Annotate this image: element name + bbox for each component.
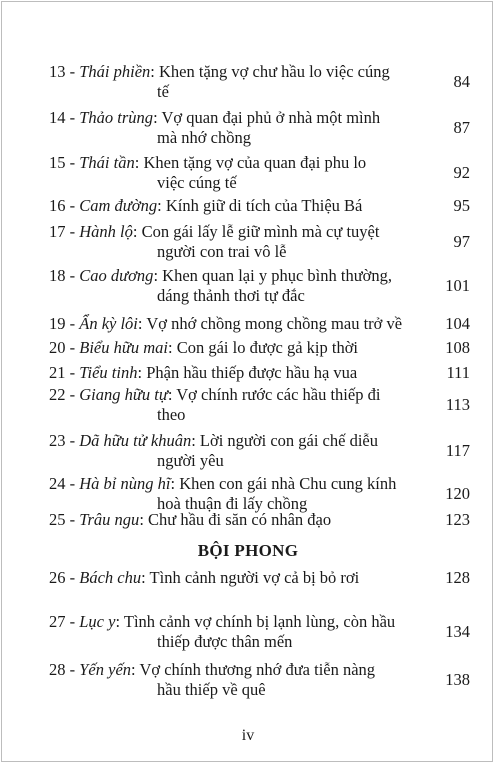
entry-title: Dã hữu tử khuân (79, 431, 192, 450)
entry-title: Cao dương (79, 266, 154, 285)
entry-number: 25 (49, 510, 66, 529)
entry-line-1: 20 - Biểu hữu mai: Con gái lo được gả kịp thời (49, 338, 359, 357)
entry-number: 23 (49, 431, 66, 450)
entry-number: 22 (49, 385, 66, 404)
entry-line-1: 28 - Yến yến: Vợ chính thương nhớ đưa tiễn nàng (49, 660, 376, 679)
entry-description: Khen quan lại y phục bình thường, (162, 266, 392, 285)
page-ref: 108 (445, 338, 470, 357)
entry-line-1: 18 - Cao dương: Khen quan lại y phục bình thường, (49, 266, 392, 285)
entry-line-1: 15 - Thái tần: Khen tặng vợ của quan đại phu lo (49, 153, 367, 172)
entry-title: Ẩn kỳ lôi (79, 314, 138, 333)
page-ref: 84 (453, 72, 470, 91)
entry-title: Trâu ngu (79, 510, 140, 529)
entry-description: Con gái lo được gả kịp thời (176, 338, 359, 357)
entry-description: Con gái lấy lễ giữ mình mà cự tuyệt (141, 222, 380, 241)
entry-line-1: 14 - Thảo trùng: Vợ quan đại phủ ở nhà một mình (49, 108, 381, 127)
entry-number: 16 (49, 196, 66, 215)
entry-number: 21 (49, 363, 66, 382)
entry-title: Thảo trùng (79, 108, 154, 127)
entry-line-1: 16 - Cam đường: Kính giữ di tích của Thiệu Bá (49, 196, 363, 215)
entry-title: Hà bỉ nùng hĩ (79, 474, 171, 493)
entry-description: Vợ chính rước các hầu thiếp đi (176, 385, 381, 404)
entry-description: Vợ nhớ chồng mong chồng mau trở về (146, 314, 403, 333)
page-ref: 117 (445, 441, 470, 460)
entry-line-2: hầu thiếp về quê (157, 680, 266, 699)
entry-line-2: người con trai vô lễ (157, 242, 287, 261)
entry-title: Tiểu tinh (79, 363, 138, 382)
entry-number: 28 (49, 660, 66, 679)
entry-title: Biểu hữu mai (79, 338, 168, 357)
entry-number: 20 (49, 338, 66, 357)
page-ref: 104 (445, 314, 470, 333)
entry-title: Lục y (79, 612, 116, 631)
page-ref: 120 (445, 484, 470, 503)
entry-line-1: 17 - Hành lộ: Con gái lấy lễ giữ mình mà cự tuyệt (49, 222, 380, 241)
entry-title: Hành lộ (79, 222, 133, 241)
page-ref: 111 (446, 363, 470, 382)
entry-number: 19 (49, 314, 66, 333)
entry-title: Thái tần (79, 153, 135, 172)
entry-line-1: 24 - Hà bỉ nùng hĩ: Khen con gái nhà Chu cung kính (49, 474, 397, 493)
entry-title: Bách chu (79, 568, 142, 587)
entry-number: 18 (49, 266, 66, 285)
section-heading: BỘI PHONG (197, 541, 299, 560)
page-ref: 97 (453, 232, 470, 251)
entry-line-2: dáng thảnh thơi tự đắc (157, 286, 305, 305)
entry-description: Khen tặng vợ của quan đại phu lo (143, 153, 367, 172)
entry-title: Giang hữu tự (79, 385, 168, 404)
entry-description: Phận hầu thiếp được hầu hạ vua (146, 363, 358, 382)
entry-description: Tình cảnh người vợ cả bị bỏ rơi (149, 568, 360, 587)
page-ref: 123 (445, 510, 470, 529)
page-ref: 134 (445, 622, 470, 641)
entry-line-2: hoà thuận đi lấy chồng (157, 494, 308, 513)
entry-number: 27 (49, 612, 66, 631)
page-ref: 95 (453, 196, 470, 215)
entry-description: Kính giữ di tích của Thiệu Bá (165, 196, 363, 215)
entry-description: Tình cảnh vợ chính bị lạnh lùng, còn hầu (123, 612, 396, 631)
entry-line-1: 19 - Ẩn kỳ lôi: Vợ nhớ chồng mong chồng mau trở về (49, 314, 403, 333)
entry-line-1: 22 - Giang hữu tự: Vợ chính rước các hầu thiếp đi (49, 385, 381, 404)
entry-line-2: việc cúng tế (157, 173, 237, 192)
entry-line-2: mà nhớ chồng (157, 128, 251, 147)
entry-number: 26 (49, 568, 66, 587)
entry-description: Lời người con gái chế diễu (199, 431, 378, 450)
entry-title: Thái phiền (79, 62, 151, 81)
entry-description: Vợ chính thương nhớ đưa tiễn nàng (139, 660, 376, 679)
page-ref: 92 (453, 163, 470, 182)
page-ref: 128 (445, 568, 470, 587)
entry-description: Vợ quan đại phủ ở nhà một mình (161, 108, 381, 127)
entry-title: Yến yến (79, 660, 132, 679)
entry-line-2: thiếp được thân mến (157, 632, 293, 651)
entry-line-2: người yêu (157, 451, 224, 470)
entry-line-1: 23 - Dã hữu tử khuân: Lời người con gái chế diễu (49, 431, 378, 450)
entry-description: Chư hầu đi săn có nhân đạo (148, 510, 332, 529)
entry-line-1: 26 - Bách chu: Tình cảnh người vợ cả bị bỏ rơi (49, 568, 360, 587)
page-ref: 87 (453, 118, 470, 137)
entry-number: 14 (49, 108, 66, 127)
entry-line-2: theo (157, 405, 186, 424)
entry-line-1: 21 - Tiểu tinh: Phận hầu thiếp được hầu hạ vua (49, 363, 358, 382)
entry-number: 13 (49, 62, 66, 81)
entry-title: Cam đường (79, 196, 158, 215)
entry-number: 17 (49, 222, 66, 241)
entry-number: 24 (49, 474, 66, 493)
entry-description: Khen tặng vợ chư hầu lo việc cúng (159, 62, 390, 81)
entry-description: Khen con gái nhà Chu cung kính (179, 474, 397, 493)
page-number: iv (241, 727, 255, 744)
entry-line-1: 13 - Thái phiền: Khen tặng vợ chư hầu lo việc cúng (49, 62, 390, 81)
entry-line-1: 25 - Trâu ngu: Chư hầu đi săn có nhân đạo (49, 510, 332, 529)
entry-line-2: tế (157, 82, 169, 101)
page-ref: 101 (445, 276, 470, 295)
entry-number: 15 (49, 153, 66, 172)
page-ref: 138 (445, 670, 470, 689)
page-ref: 113 (445, 395, 470, 414)
entry-line-1: 27 - Lục y: Tình cảnh vợ chính bị lạnh lùng, còn hầu (49, 612, 396, 631)
